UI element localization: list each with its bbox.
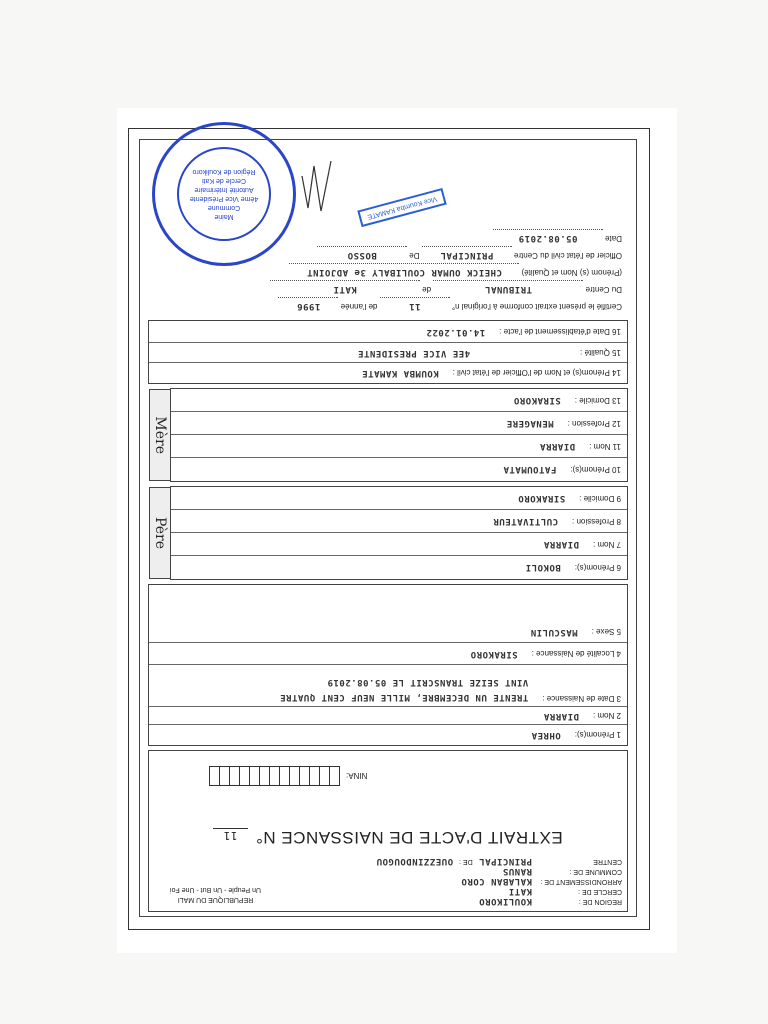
region-label: REGION DE : (578, 898, 622, 905)
mere-domicile-label: 13 Domicile : (574, 396, 621, 405)
mere-prenoms-label: 10 Prénom(s): (570, 465, 621, 474)
stamp-line: Cercle de Kati (202, 177, 246, 184)
stamp-line: Mairie (214, 213, 234, 220)
nina-cell (319, 767, 329, 785)
arrondissement-value: KALABAN CORO (460, 876, 532, 886)
child-sexe-label: 5 Sexe : (591, 627, 621, 637)
region-value: KOULIKORO (478, 896, 532, 906)
child-localite-row (149, 642, 627, 665)
certif-line3-label: (Prénom (s) Nom et Qualité) (521, 268, 622, 277)
child-prenoms-value: OHREA (531, 730, 561, 740)
de-label: DE : (459, 858, 473, 865)
nina-field (209, 766, 367, 786)
certif-line1-label: Certifié le présent extrait conforme à l'original n° (451, 302, 622, 311)
child-date-value-1: TRENTE UN DECEMBRE, MILLE NEUF CENT QUATRE (279, 692, 529, 702)
pere-prenoms-label: 6 Prénom(s): (574, 563, 621, 572)
centre-label: CENTRE (593, 858, 622, 865)
certif-line4-de-value: BOSSO (317, 246, 407, 263)
certificate-number: 11 (213, 828, 247, 842)
pere-tab-label: Père (152, 516, 168, 550)
nina-cell (309, 767, 319, 785)
pere-profession-label: 8 Profession : (572, 517, 621, 526)
round-stamp-center (177, 147, 271, 241)
child-prenoms-label: 1 Prénom(s): (574, 730, 621, 740)
officer-name-stamp (358, 188, 447, 227)
date-etablissement-row (149, 321, 627, 343)
arrondissement-label: ARRONDISSEMENT DE : (540, 878, 622, 885)
child-section (148, 584, 628, 746)
nina-cell (259, 767, 269, 785)
certif-line4-value: PRINCIPAL (422, 246, 512, 263)
pere-profession-value: CULTIVATEUR (492, 516, 559, 527)
mere-tab-label: Mère (152, 416, 168, 454)
mere-prenoms-value: FATOUMATA (503, 464, 557, 475)
de-value: OUEZZINDOUGOU (376, 856, 454, 866)
mere-domicile-row (171, 389, 627, 412)
mere-nom-value: DIARRA (539, 441, 576, 452)
officier-row (149, 362, 627, 383)
qualite-row (149, 342, 627, 363)
pere-nom-row (171, 532, 627, 556)
child-sexe-row (149, 621, 627, 643)
pere-prenoms-row (171, 555, 627, 579)
nina-cell (239, 767, 249, 785)
stamp-line: Commune (207, 204, 241, 211)
certif-date-label: Date (605, 234, 622, 243)
mere-profession-value: MENAGERE (506, 418, 554, 429)
cercle-label: CERCLE DE : (578, 888, 622, 895)
certif-date-value: 05.08.2019 (493, 229, 603, 246)
nina-cell (249, 767, 259, 785)
signature-mark (296, 156, 336, 216)
certificate-title (149, 827, 627, 847)
pere-nom-value: DIARRA (543, 539, 579, 550)
date-etablissement-value: 14.01.2022 (426, 327, 486, 337)
child-nom-row (149, 706, 627, 725)
nina-label: NINA: (346, 771, 368, 781)
nina-cell (299, 767, 309, 785)
commune-label: COMMUNE DE : (569, 868, 622, 875)
child-date-label: 3 Date de Naissance : (542, 694, 621, 703)
mere-profession-label: 12 Profession : (567, 419, 621, 428)
pere-tab (149, 487, 171, 579)
certif-line2-de-value: KATI (270, 280, 420, 297)
rect-stamp-text: Vice Koumba KAMATE (366, 194, 438, 221)
child-nom-value: DIARRA (543, 711, 579, 721)
certificate-frame (139, 139, 637, 917)
certification-block (270, 229, 622, 314)
republic-motto: Un Peuple - Un But - Une Foi (170, 886, 262, 893)
child-date-row (149, 664, 627, 707)
officier-section (148, 320, 628, 384)
pere-prenoms-value: BOKOLI (525, 562, 561, 573)
date-etablissement-label: 16 Date d'établissement de l'acte : (499, 327, 621, 337)
mere-nom-label: 11 Nom : (589, 442, 621, 451)
pere-nom-label: 7 Nom : (592, 540, 621, 549)
certif-annee-label: de l'année (340, 302, 378, 311)
mere-profession-row (171, 411, 627, 435)
stamp-line: 4ème Vice Présidente (189, 195, 259, 202)
child-localite-value: SIRAKORO (470, 649, 518, 659)
certif-line-2 (270, 280, 622, 297)
nina-cell (289, 767, 299, 785)
cercle-value: KATI (508, 886, 532, 896)
certif-line3-value: CHEICK OUMAR COULIBALY 3e ADJOINT (289, 263, 519, 280)
child-sexe-value: MASCULIN (530, 627, 578, 637)
stamp-line: Région de Koulikoro (192, 168, 256, 175)
title-text: EXTRAIT D'ACTE DE NAISSANCE N° (255, 828, 563, 847)
certif-line-1 (270, 297, 622, 314)
centre-value: PRINCIPAL (478, 856, 532, 866)
nina-cell (329, 767, 339, 785)
child-date-value-2: VINT SEIZE TRANSCRIT LE 05.08.2019 (327, 677, 529, 687)
child-nom-label: 2 Nom : (592, 711, 621, 721)
mere-tab (149, 389, 171, 481)
certif-line2-de-label: de (422, 285, 432, 294)
pere-section (152, 486, 628, 580)
birth-certificate (128, 128, 650, 930)
certif-line4-label: Officier de l'état civil du Centre (513, 251, 622, 260)
certif-line4-de-label: De (409, 251, 420, 260)
child-localite-label: 4 Localité de Naissance : (531, 649, 621, 659)
pere-domicile-row (171, 487, 627, 510)
mere-nom-row (171, 434, 627, 458)
pere-domicile-value: SIRAKORO (517, 493, 566, 504)
republic-name: REPUBLIQUE DU MALI (177, 896, 254, 903)
qualite-label: 15 Qualité : (580, 348, 621, 358)
nina-cell (279, 767, 289, 785)
nina-cell (269, 767, 279, 785)
certif-line2-label: Du Centre (585, 285, 622, 294)
certif-date-line (270, 229, 622, 246)
mere-prenoms-row (171, 457, 627, 481)
qualite-value: 4EE VICE PRESIDENTE (357, 348, 471, 358)
certif-line-4 (270, 246, 622, 263)
certif-line2-value: TRIBUNAL (433, 280, 583, 297)
child-prenoms-row (149, 724, 627, 745)
certif-line-3 (270, 263, 622, 280)
pere-domicile-label: 9 Domicile : (579, 494, 621, 503)
title-box (148, 750, 628, 912)
pere-profession-row (171, 509, 627, 533)
nina-cells (209, 766, 340, 786)
commune-value: RANUS (502, 866, 532, 876)
officier-value: KOUMBA KAMATE (361, 368, 439, 378)
officier-label: 14 Prénom(s) et Nom de l'Officier de l'état civil : (452, 368, 621, 378)
stamp-line: Autorité Intérimaire (194, 186, 254, 193)
mere-domicile-value: SIRAKORO (513, 395, 561, 406)
certif-annee-value: 1996 (278, 297, 338, 314)
certif-line1-number: 11 (380, 297, 450, 314)
nina-cell (219, 767, 229, 785)
mere-section (152, 388, 628, 482)
nina-cell (229, 767, 239, 785)
nina-cell (210, 767, 219, 785)
official-round-stamp (152, 122, 296, 266)
